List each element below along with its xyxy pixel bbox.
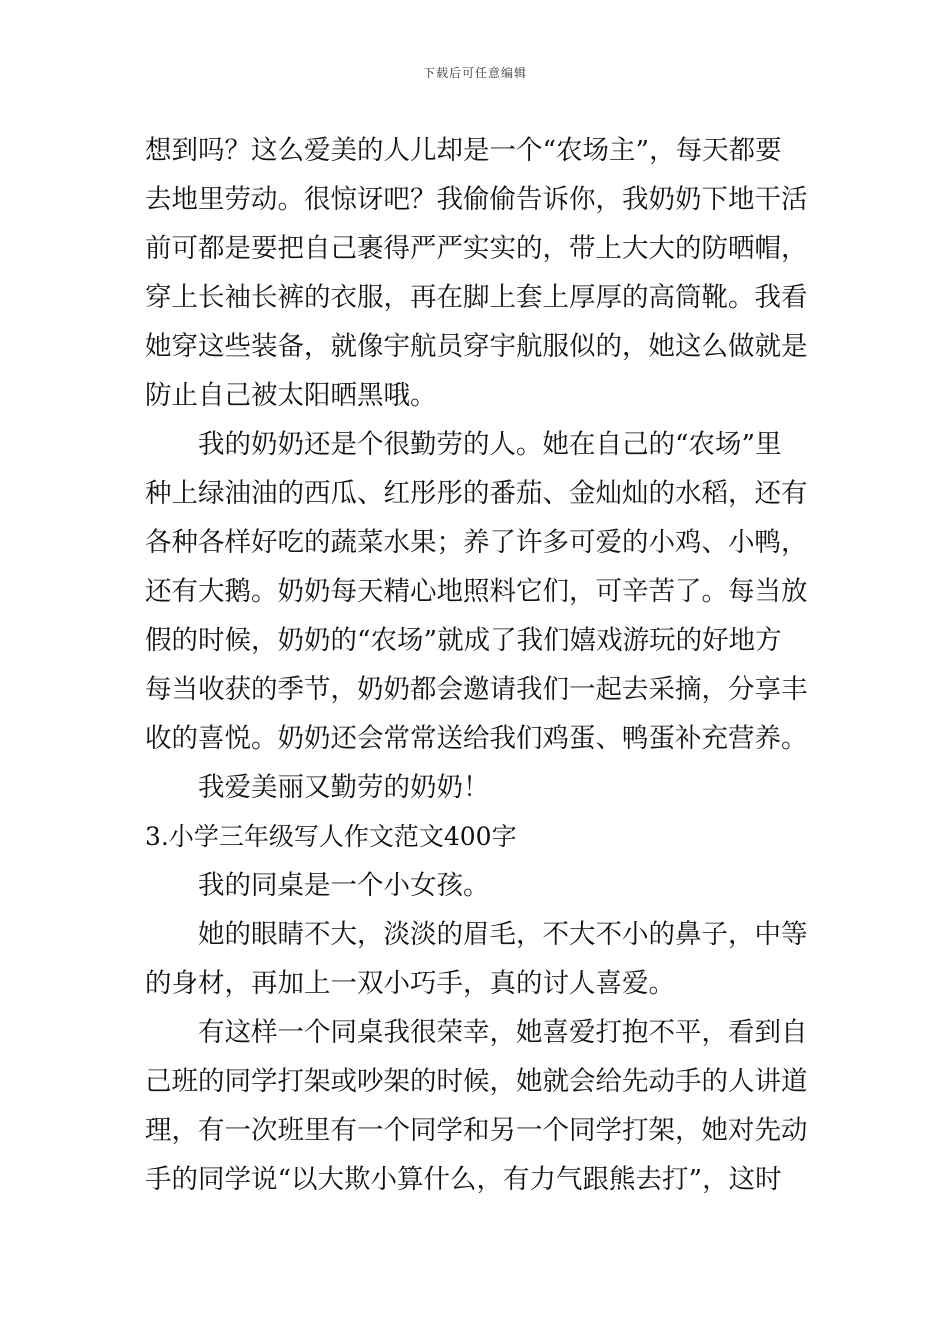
text-line: 的身材，再加上一双小巧手，真的讨人喜爱。 — [145, 968, 675, 999]
text-line: 每当收获的季节，奶奶都会邀请我们一起去采摘，分享丰 — [145, 674, 808, 705]
text-line: 各种各样好吃的蔬菜水果；养了许多可爱的小鸡、小鸭， — [145, 527, 808, 558]
section-heading: 3.小学三年级写人作文范文400字 — [145, 822, 517, 851]
paragraph-start-line: 有这样一个同桌我很荣幸，她喜爱打抱不平，看到自 — [198, 1017, 808, 1048]
text-line: 假的时候，奶奶的“农场”就成了我们嬉戏游玩的好地方 — [145, 625, 782, 656]
paragraph-start-line: 她的眼睛不大，淡淡的眉毛，不大不小的鼻子，中等 — [198, 919, 808, 950]
page-header: 下载后可任意编辑 — [422, 66, 527, 80]
text-line: 己班的同学打架或吵架的时候，她就会给先动手的人讲道 — [145, 1066, 808, 1097]
document-body — [145, 126, 810, 1204]
text-line: 去地里劳动。很惊讶吧？我偷偷告诉你，我奶奶下地干活 — [145, 184, 808, 215]
paragraph-start-line: 我的同桌是一个小女孩。 — [198, 870, 490, 901]
text-line: 前可都是要把自己裹得严严实实的，带上大大的防晒帽， — [145, 233, 808, 264]
text-line: 还有大鹅。奶奶每天精心地照料它们，可辛苦了。每当放 — [145, 576, 808, 607]
text-line: 手的同学说“以大欺小算什么，有力气跟熊去打”，这时 — [145, 1164, 782, 1195]
text-line: 防止自己被太阳晒黑哦。 — [145, 380, 437, 411]
paragraph-start-line: 我爱美丽又勤劳的奶奶！ — [198, 772, 490, 803]
text-line: 穿上长袖长裤的衣服，再在脚上套上厚厚的高筒靴。我看 — [145, 282, 808, 313]
text-line: 她穿这些装备，就像宇航员穿宇航服似的，她这么做就是 — [145, 331, 808, 362]
paragraph-start-line: 我的奶奶还是个很勤劳的人。她在自己的“农场”里 — [198, 429, 782, 460]
text-line: 理，有一次班里有一个同学和另一个同学打架，她对先动 — [145, 1115, 808, 1146]
text-line: 种上绿油油的西瓜、红彤彤的番茄、金灿灿的水稻，还有 — [145, 478, 808, 509]
text-line: 想到吗？这么爱美的人儿却是一个“农场主”，每天都要 — [145, 135, 782, 166]
text-line: 收的喜悦。奶奶还会常常送给我们鸡蛋、鸭蛋补充营养。 — [145, 723, 808, 754]
